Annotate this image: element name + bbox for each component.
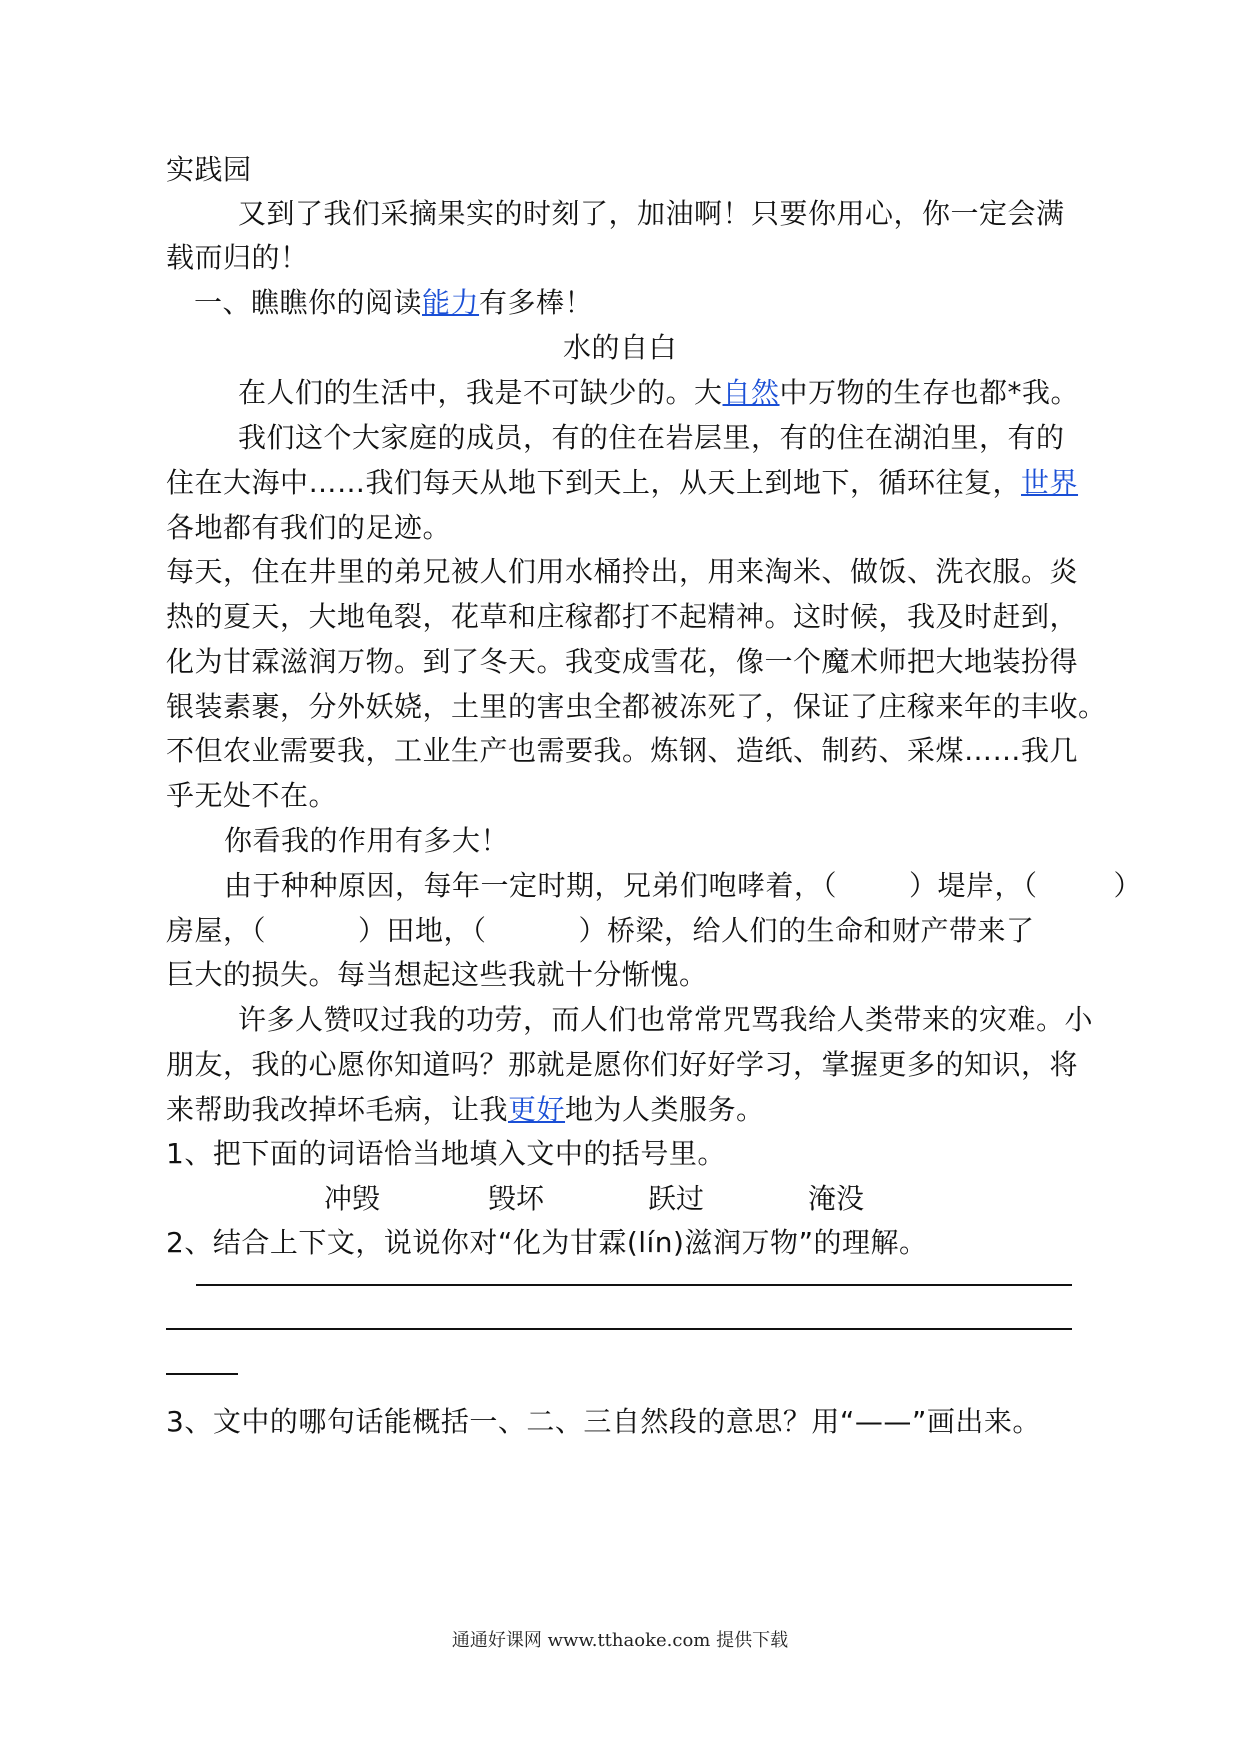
paragraph-3-line-2: 热的夏天，大地龟裂，花草和庄稼都打不起精神。这时候，我及时赶到， bbox=[166, 600, 1079, 633]
paragraph-5-line-2 bbox=[166, 911, 1096, 951]
paragraph-4: 你看我的作用有多大！ bbox=[224, 824, 510, 857]
paragraph-3-line-1: 每天，住在井里的弟兄被人们用水桶拎出，用来淘米、做饭、洗衣服。炎 bbox=[166, 555, 1079, 588]
paragraph-2-line-1: 我们这个大家庭的成员，有的住在岩层里，有的住在湖泊里，有的 bbox=[238, 421, 1065, 454]
paragraph-1-text-b: 中万物的生存也都*我。 bbox=[779, 376, 1080, 409]
footer-credit: 通通好课网 www.tthaoke.com 提供下载 bbox=[451, 1630, 789, 1651]
question-1: 1、把下面的词语恰当地填入文中的括号里。 bbox=[166, 1137, 726, 1170]
paragraph-5-text-a: 由于种种原因，每年一定时期，兄弟们咆哮着，（ bbox=[224, 869, 838, 902]
paragraph-5-text-d: 房屋，（ bbox=[166, 914, 267, 947]
answer-line[interactable] bbox=[196, 1284, 1072, 1286]
word-bank-item: 淹没 bbox=[808, 1182, 865, 1215]
paragraph-3-line-4: 银装素裹，分外妖娆，土里的害虫全都被冻死了，保证了庄稼来年的丰收。 bbox=[166, 690, 1107, 723]
section-title: 实践园 bbox=[166, 153, 252, 186]
paragraph-6-text-a: 来帮助我改掉坏毛病，让我 bbox=[166, 1093, 509, 1126]
paragraph-5-text-f: ）桥梁，给人们的生命和财产带来了 bbox=[578, 914, 1035, 947]
paragraph-2-line-3: 各地都有我们的足迹。 bbox=[166, 511, 452, 544]
paragraph-6-line-3 bbox=[166, 1090, 1096, 1130]
intro-line-1: 又到了我们采摘果实的时刻了，加油啊！只要你用心，你一定会满 bbox=[238, 197, 1065, 230]
word-bank-item: 毁坏 bbox=[488, 1182, 545, 1215]
paragraph-3-line-5: 不但农业需要我，工业生产也需要我。炼钢、造纸、制药、采煤……我几 bbox=[166, 734, 1079, 767]
part-one-heading bbox=[194, 283, 1124, 323]
paragraph-3-line-6: 乎无处不在。 bbox=[166, 779, 338, 812]
world-link[interactable]: 世界 bbox=[1021, 466, 1079, 499]
answer-line[interactable] bbox=[166, 1373, 238, 1375]
paragraph-1 bbox=[238, 373, 1168, 413]
intro-line-2: 载而归的！ bbox=[166, 241, 309, 274]
part-one-prefix: 一、瞧瞧你的阅读 bbox=[194, 286, 423, 319]
answer-line[interactable] bbox=[166, 1328, 1072, 1330]
paragraph-6-text-b: 地为人类服务。 bbox=[565, 1093, 765, 1126]
paragraph-5-line-1 bbox=[224, 866, 1143, 906]
ability-link[interactable]: 能力 bbox=[422, 286, 480, 319]
paragraph-5-text-e: ）田地，（ bbox=[358, 914, 487, 947]
paragraph-6-line-1: 许多人赞叹过我的功劳，而人们也常常咒骂我给人类带来的灾难。小 bbox=[238, 1003, 1094, 1036]
part-one-suffix: 有多棒！ bbox=[479, 286, 594, 319]
paragraph-5-text-c: ） bbox=[1113, 869, 1143, 902]
paragraph-5-text-b: ）堤岸，（ bbox=[909, 869, 1038, 902]
better-link[interactable]: 更好 bbox=[508, 1093, 566, 1126]
paragraph-5-line-3: 巨大的损失。每当想起这些我就十分惭愧。 bbox=[166, 958, 708, 991]
paragraph-6-line-2: 朋友，我的心愿你知道吗？那就是愿你们好好学习，掌握更多的知识，将 bbox=[166, 1048, 1079, 1081]
paragraph-2-line-2 bbox=[166, 463, 1096, 503]
question-2: 2、结合上下文，说说你对“化为甘霖(lín)滋润万物”的理解。 bbox=[166, 1226, 928, 1259]
question-3: 3、文中的哪句话能概括一、二、三自然段的意思？用“——”画出来。 bbox=[166, 1405, 1041, 1438]
paragraph-1-text-a: 在人们的生活中，我是不可缺少的。大 bbox=[238, 376, 723, 409]
word-bank-item: 冲毁 bbox=[324, 1182, 381, 1215]
word-bank-item: 跃过 bbox=[648, 1182, 705, 1215]
paragraph-2-line-2-text: 住在大海中……我们每天从地下到天上，从天上到地下，循环往复， bbox=[166, 466, 1022, 499]
paragraph-3-line-3: 化为甘霖滋润万物。到了冬天。我变成雪花，像一个魔术师把大地装扮得 bbox=[166, 645, 1079, 678]
nature-link[interactable]: 自然 bbox=[722, 376, 780, 409]
article-title: 水的自白 bbox=[562, 331, 677, 364]
